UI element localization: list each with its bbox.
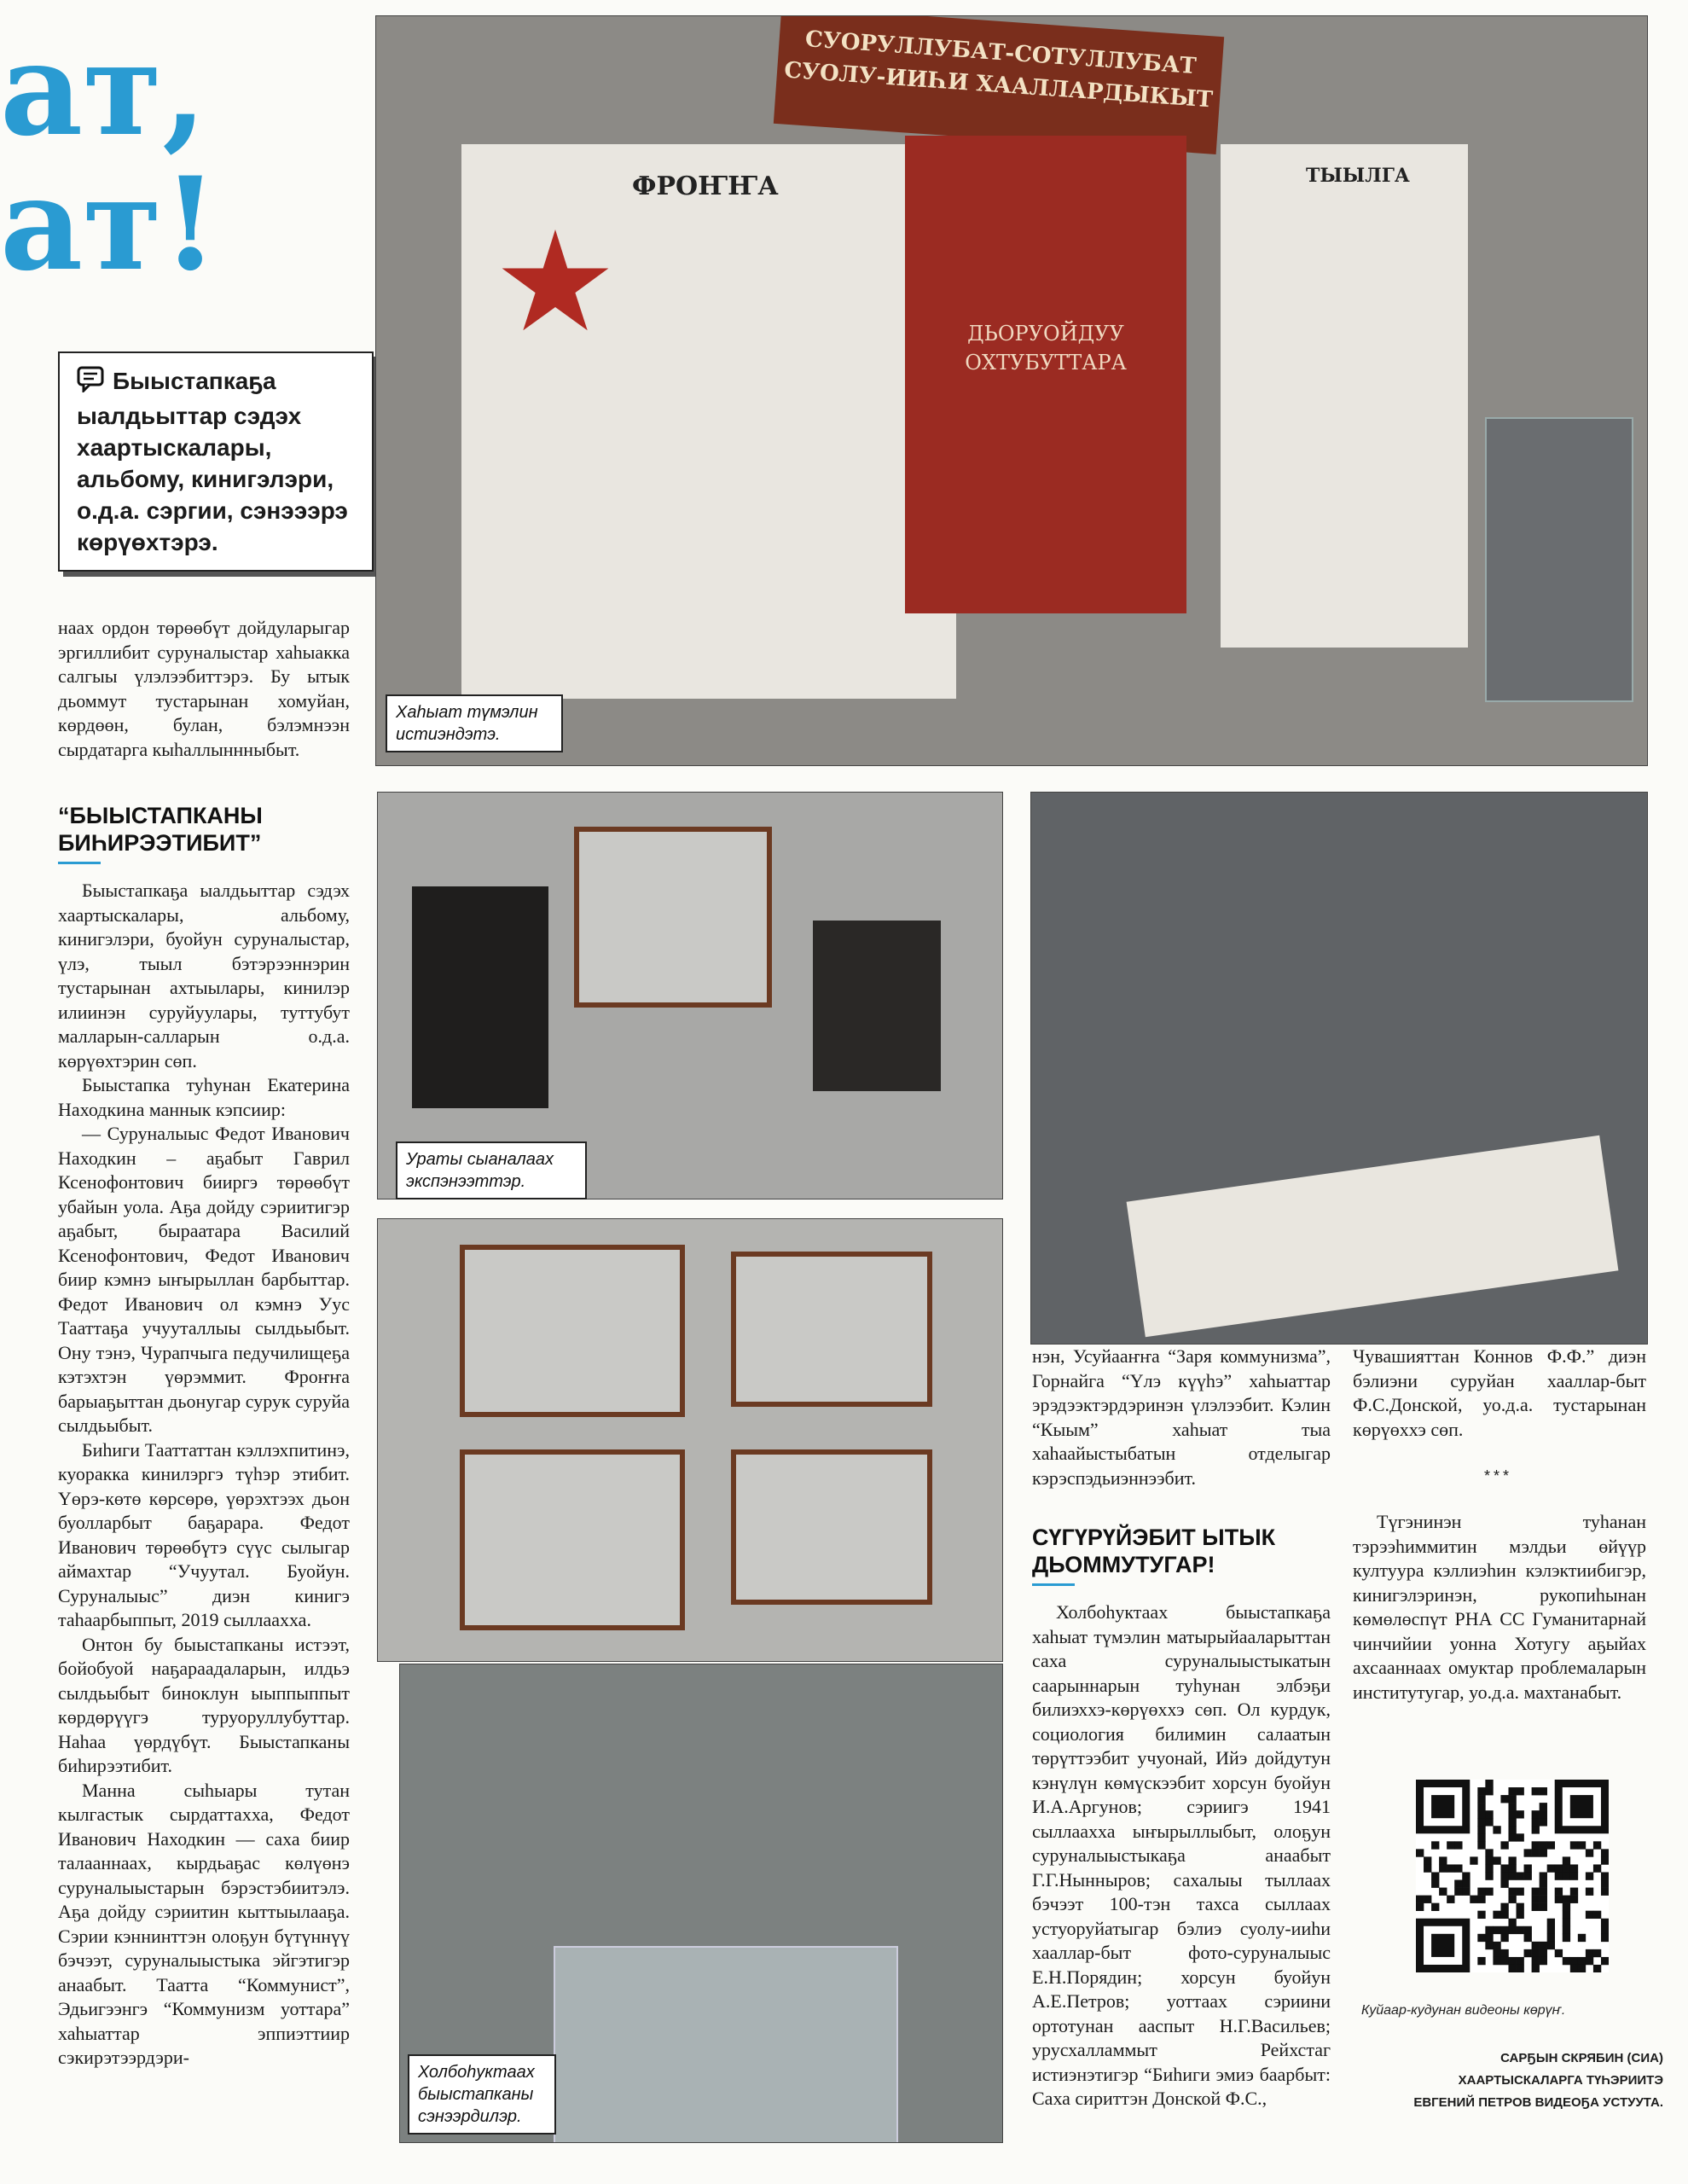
cameras-caption: Ураты сыаналаах экспэнээттэр. — [396, 1141, 587, 1199]
s1-paragraph: Биһиги Тааттаттан кэллэхпитинэ, куоракка кинилэргэ түһэр этибит. Үөрэ-көтө көрсөрө, үөрэхтээх дьон буолларбыт баҕарара. Федот Иванович төрөөбүтэ сүүс сылыгар аймахтар “Учуутал. Буойун. Суруналыыс” диэн кинигэ таһаарбыппыт, 2019 сыллаахха. — [58, 1438, 350, 1630]
hall-caption: Хаһыат түмэлин истиэндэтэ. — [386, 694, 563, 752]
speech-bubble-icon — [77, 365, 104, 400]
headline-line-1: ат, — [0, 15, 207, 165]
mid-column-top-text: нэн, Усуйааҥҥа “Заря коммунизма”, Горнайга “Үлэ күүһэ” хаһыаттар эрэдээктэрдэринэн үлэлээбит. Кэлин “Кыым” хаһыат тыа хаһаайыстыбатын отделыгар кэрэспэдьиэннээбит. — [1032, 1345, 1331, 1489]
album-book — [1127, 1136, 1619, 1337]
main-banner-text: СУОРУЛЛУБАТ-СОТУЛЛУБАТ СУОЛУ-ИИҺИ ХААЛЛАРДЫКЫТ — [783, 26, 1214, 113]
camera-case — [412, 886, 548, 1108]
front-board-title: ФРОҤҤА — [632, 171, 779, 201]
closing-paragraph: Түгэнинэн туһанан тэрээһиммитин мэлдьи өйүүр култуура кэллиэһин кэлэктиибигэр, кинигэлэринэн, рукопиһынан көмөлөспүт РНА СС Гуманитарнай чинчийии уонна Хотугу аҕыйах ахсааннаах омуктар проблемаларын институтугар, уо.д.а. махтанабыт. — [1353, 1511, 1646, 1703]
right-column-lead: Чувашияттан Коннов Ф.Ф.” диэн бэлиэни суруйан хааллар-быт Ф.С.Донской, уо.д.а. тустарынан көрүөххэ сөп. — [1353, 1345, 1646, 1440]
rear-board — [1221, 144, 1468, 648]
headline-line-2: ат! — [0, 149, 218, 299]
section2-body — [1032, 1600, 1331, 2111]
folding-camera — [813, 921, 941, 1091]
section1-body — [58, 879, 350, 2071]
col1-intro-text: наах ордон төрөөбүт дойдуларыгар эргиллибит суруналыстар хаһыакка салгыы үлэлээбиттэрэ. Бу ытык дьоммут тустарынан хомуйан, көрдөөн, булан, бэлэмнээн сырдатарга кыһаллыннныбыт. — [58, 617, 350, 760]
credit-photos: ХААРТЫСКАЛАРГА ТҮҺЭРИИТЭ — [1458, 2073, 1663, 2088]
mid-column-top — [1032, 1345, 1331, 1490]
headline-fragment — [0, 15, 218, 299]
section-stars: *** — [1484, 1467, 1513, 1484]
display-case — [1485, 417, 1633, 702]
frame-4 — [731, 1449, 932, 1605]
frame-1 — [460, 1245, 685, 1417]
framed-photos-wall — [377, 1218, 1003, 1662]
frame-3 — [460, 1449, 685, 1630]
credits — [1331, 2048, 1663, 2114]
s1-paragraph: — Суруналыыс Федот Иванович Находкин – аҕабыт Гаврил Ксенофонтович бииргэ төрөөбүт убайын уола. Аҕа дойду сэриитигэр аҕабыт, быраатара Василий Ксенофонтович, Федот Иванович биир кэмнэ ыҥырыллан барбыттар. Федот Иванович ол кэмнэ Уус Тааттаҕа учууталлыы сылдьыбыт. Ону тэнэ, Чурапчыга педучилищеҕа кэтэхтэн үөрэммит. Фроҥҥа барыаҕыттан дьонугар сурук суруйа сылдьыбыт. — [58, 1123, 350, 1436]
frame-2 — [731, 1252, 932, 1407]
glass-display-case — [554, 1946, 898, 2143]
qr-code — [1416, 1780, 1609, 1972]
main-banner — [774, 15, 1224, 154]
s1-paragraph: Быыстапка туһунан Екатерина Находкина маннык кэпсиир: — [58, 1074, 350, 1120]
section1-underline — [58, 862, 101, 864]
center-red-board — [905, 136, 1186, 613]
s1-paragraph: Быыстапкаҕа ыалдьыттар сэдэх хаартыскалары, альбому, кинигэлэри, буойун суруналыстар, үлэ, тыыл бэтэрээннэрин тустарынан ахтыылары, кинилэр илиинэн суруйуулары, туттубут малларын-салларын о.д.а. көрүөхтэрин сөп. — [58, 880, 350, 1072]
col1-intro — [58, 616, 350, 762]
credit-author: САРҔЫН СКРЯБИН (СИА) — [1500, 2051, 1663, 2065]
center-board-title: ДЬОРУОЙДУУ ОХТУБУТТАРА — [965, 322, 1127, 375]
section2-underline — [1032, 1583, 1075, 1586]
s1-paragraph: Онтон бу быыстапканы истээт, бойобуой наҕараадаларын, илдьэ сылдьыбыт биноклун ыыппыппыт көрдөрүүгэ туруоруллубуттар. Наһаа үөрдүбүт. Быыстапканы биһирээтибит. — [58, 1633, 350, 1776]
framed-photo — [574, 827, 772, 1008]
qr-caption: Куйаар-кудунан видеоны көрүҥ. — [1361, 2003, 1566, 2018]
s1-paragraph: Манна сыһыары тутан кылгастык сырдаттахха, Федот Иванович Находкин — саха биир талааннаах, кырдьаҕас көлүөнэ суруналыыстарын бэрэстэбиитэлэ. Аҕа дойду сэриитин кыттыылааҕа. Сэрии кэннинттэн олоҕун бүтүннүү бэчээт, суруналыыстыка эйгэтигэр анаабыт. Таатта “Коммунист”, Эдьигээнгэ “Коммунизм уоттара” хаһыаттар эппиэттиир сэкирэтээрдэри- — [58, 1779, 350, 2068]
callout-text: Быыстапкаҕа ыалдьыттар сэдэх хаартыскалары, альбому, кинигэлэри, о.д.а. сэргии, сэнэээрэ көрүөхтэрэ. — [77, 368, 348, 555]
rear-board-title: ТЫЫЛГА — [1306, 165, 1410, 187]
war-order-emblem — [500, 229, 611, 340]
right-column-closing — [1353, 1510, 1646, 1705]
section2-paragraph: Холбоһуктаах быыстапкаҕа хаһыат түмэлин матырыйааларыттан саха суруналыыстыкатын саарыннарын туһунан элбэҕи билиэххэ-көрүөххэ сөп. Ол курдук, социология билимин салаатын төрүттээбит учуонай, Ийэ дойдутун кэнүлүн көмүскээбит хорсун буойун И.А.Аргунов; сэриигэ 1941 сыллаахха ыҥырыллыбыт, олоҕун суруналыыстыкаҕа анаабыт Г.Г.Ныннырoв; сахалыы тыллаах бэчээт 100-тэн тахса сыллаах устуоруйатыгар бэлиэ суолу-ииһи хааллар-быт фото-суруналыыс Е.Н.Порядин; хорсун буойун А.Е.Петров; уоттаах сэриини ортотунан ааспыт Н.Г.Васильев; урусхалламмыт Рейхстаг истиэнэтигэр “Биһиги эмиэ баарбыт: Саха сириттэн Донской Ф.С., — [1032, 1601, 1331, 2109]
qr-code-graphic — [1416, 1780, 1609, 1972]
section1-title: “БЫЫСТАПКАНЫ БИҺИРЭЭТИБИТ” — [58, 803, 263, 856]
cameras-photo — [377, 792, 1003, 1199]
visitors-caption: Холбоһуктаах быыстапканы сэнээрдилэр. — [408, 2054, 556, 2135]
section2-title: СҮГҮРҮЙЭБИТ ЫТЫК ДЬОММУТУГАР! — [1032, 1525, 1276, 1577]
callout-box — [58, 351, 374, 572]
exhibition-hall-photo — [375, 15, 1648, 766]
credit-video: ЕВГЕНИЙ ПЕТРОВ ВИДЕОҔА УСТУУТА. — [1413, 2095, 1663, 2110]
album-viewing-photo — [1030, 792, 1648, 1345]
front-board — [461, 144, 956, 699]
right-column-text — [1353, 1345, 1646, 1442]
